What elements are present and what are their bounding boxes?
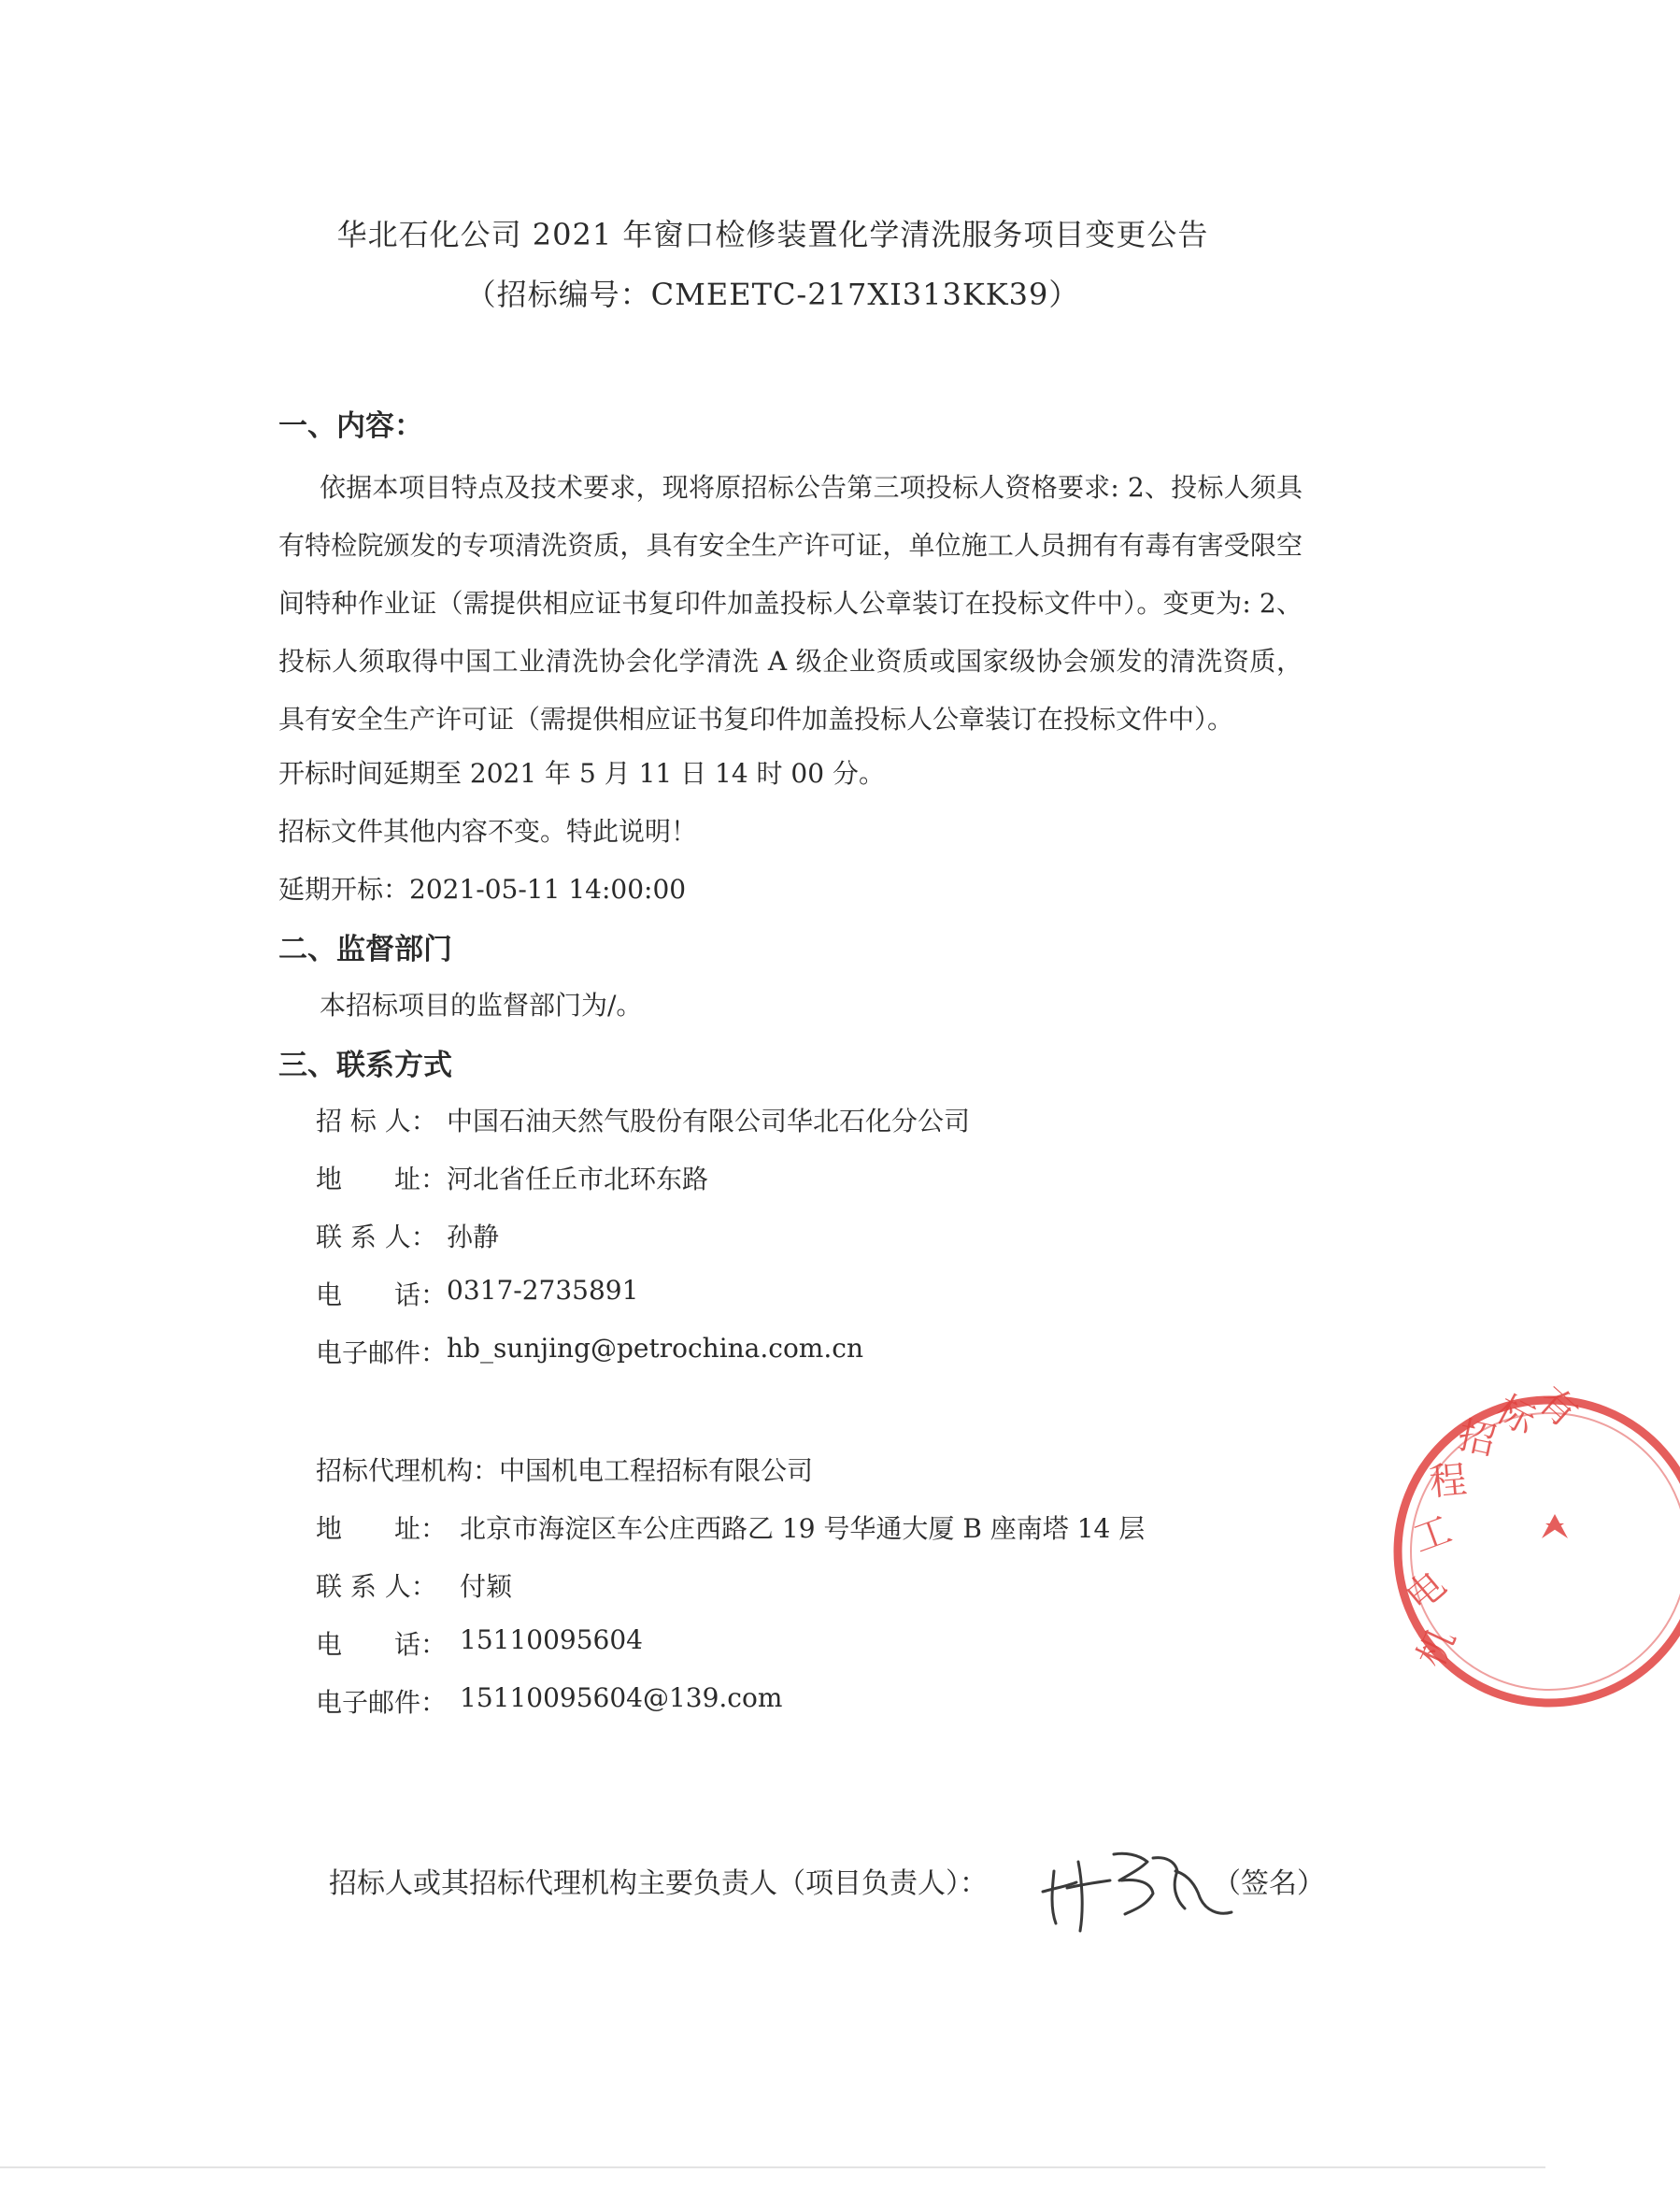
tenderer-contact: 孙静 [447, 1222, 500, 1252]
tender-number: （招标编号：CMEETC-217XI313KK39） [465, 277, 1080, 312]
agency-email-label: 电子邮件： [316, 1687, 448, 1718]
signature-prefix: 招标人或其招标代理机构主要负责人（项目负责人）： [329, 1867, 988, 1900]
delay-notice: 开标时间延期至 2021 年 5 月 11 日 14 时 00 分。 [278, 758, 885, 789]
tenderer-email[interactable]: hb_sunjing@petrochina.com.cn [447, 1333, 863, 1364]
svg-text:标: 标 [1488, 1387, 1543, 1444]
svg-text:机: 机 [1409, 1622, 1465, 1675]
unchanged-notice: 招标文件其他内容不变。特此说明！ [278, 816, 698, 847]
page-bottom-rule [0, 2166, 1545, 2168]
agency-email[interactable]: 15110095604@139.com [460, 1682, 783, 1713]
company-seal [1381, 1379, 1680, 1720]
agency-phone: 15110095604 [460, 1624, 643, 1655]
opening-time: 延期开标：2021-05-11 14:00:00 [278, 874, 687, 905]
agency-phone-label: 电 话： [316, 1629, 448, 1660]
agency-contact: 付颖 [460, 1571, 513, 1602]
agency-contact-label: 联 系 人： [316, 1571, 437, 1602]
svg-text:程: 程 [1427, 1458, 1469, 1505]
supervision-text: 本招标项目的监督部门为/。 [320, 990, 643, 1021]
section-contact-heading: 三、联系方式 [278, 1049, 452, 1082]
tenderer-email-label: 电子邮件： [316, 1337, 448, 1368]
svg-text:工: 工 [1407, 1508, 1458, 1562]
tenderer-contact-label: 联 系 人： [316, 1222, 437, 1252]
agency-name-label: 招标代理机构： [316, 1455, 500, 1486]
agency-name: 中国机电工程招标有限公司 [499, 1455, 814, 1486]
document-title: 华北石化公司 2021 年窗口检修装置化学清洗服务项目变更公告 [336, 217, 1209, 252]
svg-text:有: 有 [1529, 1379, 1587, 1437]
tenderer-address: 河北省任丘市北环东路 [447, 1164, 709, 1194]
tenderer-name: 中国石油天然气股份有限公司华北石化分公司 [447, 1106, 971, 1136]
handwritten-signature [1035, 1834, 1241, 1937]
signature-suffix: （签名） [1213, 1867, 1325, 1900]
tenderer-phone-label: 电 话： [316, 1279, 448, 1310]
change-paragraph: 依据本项目特点及技术要求，现将原招标公告第三项投标人资格要求: 2、投标人须具有特检院颁发的专项清洗资质，具有安全生产许可证，单位施工人员拥有有毒有害受限空间特种作业证（需提供相应证书复印件加盖投标人公章装订在投标文件中）。变更为: 2、投标人须取得中国工业清洗协会化学清洗 A 级企业资质或国家级协会颁发的清洗资质，具有安全生产许可证（需提供相应证书复印件加盖投标人公章装订在投标文件中）。 [278, 472, 1303, 735]
agency-address-label: 地 址： [316, 1513, 448, 1544]
svg-text:招: 招 [1454, 1413, 1500, 1465]
section-supervision-heading: 二、监督部门 [278, 933, 452, 966]
section-content-heading: 一、内容： [278, 409, 423, 443]
agency-address: 北京市海淀区车公庄西路乙 19 号华通大厦 B 座南塔 14 层 [460, 1513, 1146, 1544]
tenderer-phone: 0317-2735891 [447, 1275, 639, 1306]
tenderer-address-label: 地 址： [316, 1164, 448, 1194]
tenderer-name-label: 招 标 人： [316, 1106, 437, 1136]
svg-text:电: 电 [1397, 1563, 1455, 1621]
